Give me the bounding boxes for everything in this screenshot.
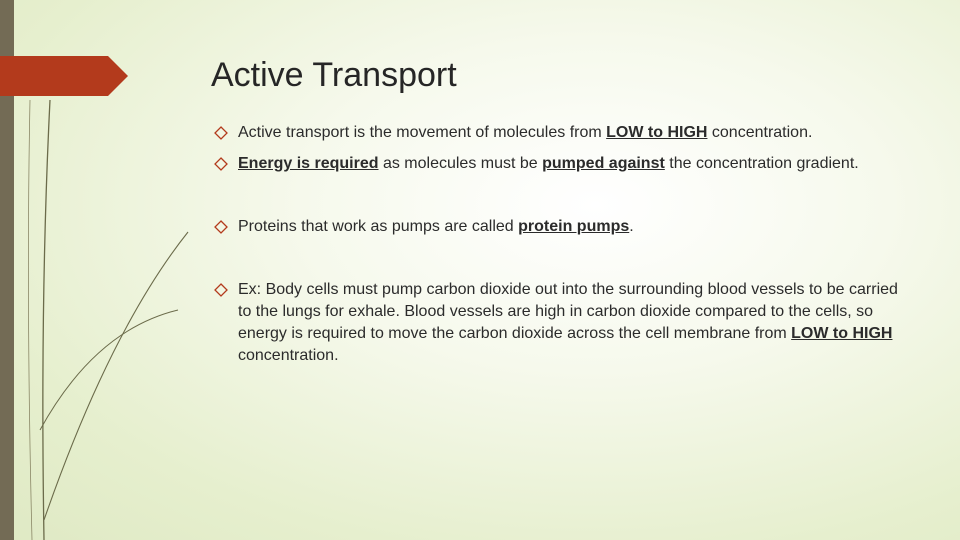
diamond-bullet-icon bbox=[214, 220, 228, 234]
bullet-text: Proteins that work as pumps are called protein pumps. bbox=[238, 218, 634, 235]
bullet-item bbox=[214, 153, 914, 175]
emphasis: pumped against bbox=[542, 155, 665, 172]
title-accent-arrow bbox=[0, 56, 128, 96]
slide-title: Active Transport bbox=[211, 56, 457, 94]
emphasis: protein pumps bbox=[518, 218, 630, 235]
emphasis: Energy is required bbox=[238, 155, 379, 172]
bullet-item bbox=[214, 122, 914, 144]
emphasis: LOW to HIGH bbox=[791, 325, 893, 342]
diamond-bullet-icon bbox=[214, 283, 228, 297]
bullet-item bbox=[214, 216, 914, 238]
diamond-bullet-icon bbox=[214, 126, 228, 140]
diamond-bullet-icon bbox=[214, 157, 228, 171]
emphasis: LOW to HIGH bbox=[606, 124, 708, 141]
bullet-item bbox=[214, 279, 914, 367]
bullet-text: Energy is required as molecules must be pumped against the concentration gradient. bbox=[238, 155, 859, 172]
bullet-list bbox=[214, 122, 914, 367]
bullet-text: Ex: Body cells must pump carbon dioxide out into the surrounding blood vessels to be carried to the lungs for exhale. Blood vessels are high in carbon dioxide compared to the cells, so energy is required to move the carbon dioxide across the cell membrane from LOW to HIGH concentration. bbox=[238, 281, 898, 364]
bullet-text: Active transport is the movement of molecules from LOW to HIGH concentration. bbox=[238, 124, 813, 141]
